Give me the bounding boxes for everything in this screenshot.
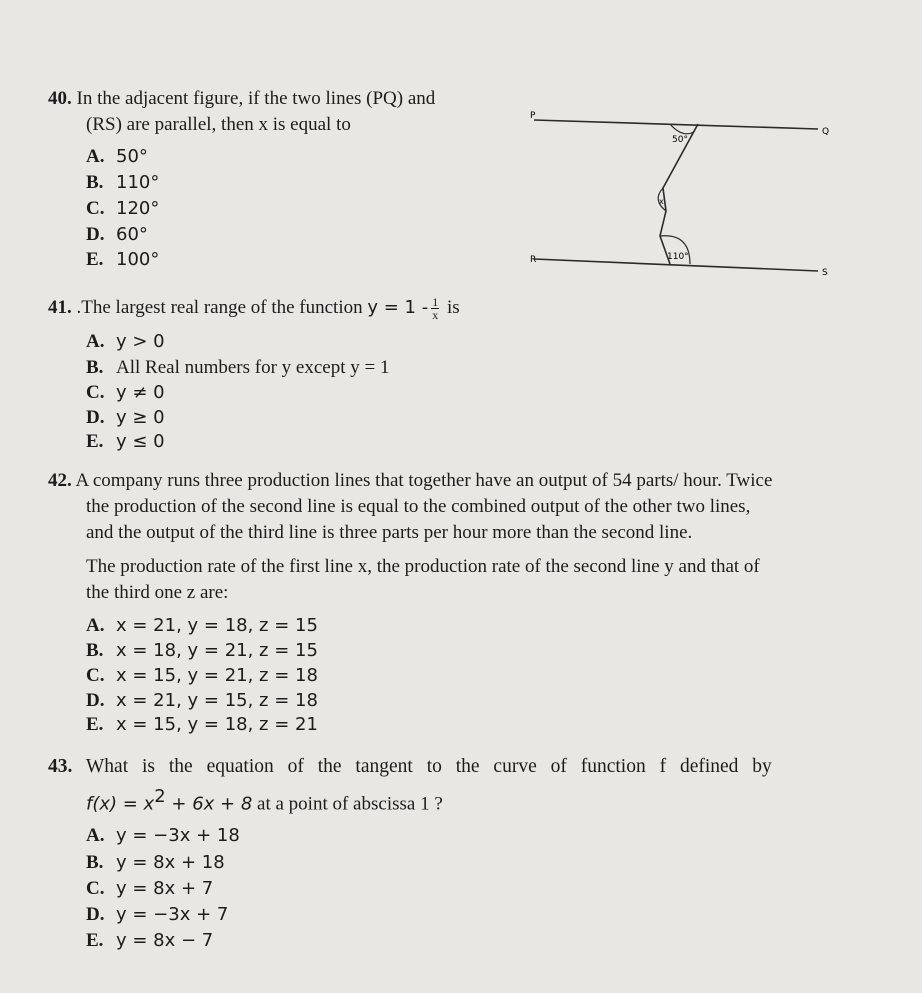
q42-line1: 42. A company runs three production lines that together have an output of 54 parts/ hour. Twice xyxy=(48,470,773,491)
q40-option-c[interactable]: C. 120° xyxy=(86,198,160,219)
label-angle-50: 50° xyxy=(672,135,688,145)
q42-option-e[interactable]: E. x = 15, y = 18, z = 21 xyxy=(86,714,318,735)
q42-line2: the production of the second line is equal to the combined output of the other two lines, xyxy=(86,496,751,517)
q41-line1: 41. .The largest real range of the function y = 1 - $\frac{1}{x}$ is xyxy=(48,295,460,322)
label-angle-110: 110° xyxy=(667,252,689,262)
q42-line4: The production rate of the first line x, the production rate of the second line y and that of xyxy=(86,556,760,577)
q43-option-e[interactable]: E. y = 8x − 7 xyxy=(86,930,214,951)
zigzag-transversal xyxy=(660,124,698,264)
parallel-lines-figure xyxy=(520,108,840,283)
q43-line2: $f(x) = x^2 + 6x + 8$ at a point of abscissa 1 ? xyxy=(86,786,443,815)
q41-option-e[interactable]: E. y ≤ 0 xyxy=(86,431,165,452)
q43-option-b[interactable]: B. y = 8x + 18 xyxy=(86,852,225,873)
q43-number: 43. xyxy=(48,756,73,777)
q41-option-d[interactable]: D. y ≥ 0 xyxy=(86,407,165,428)
q42-option-c[interactable]: C. x = 15, y = 21, z = 18 xyxy=(86,665,318,686)
q42-number: 42. xyxy=(48,470,72,491)
q43-option-d[interactable]: D. y = −3x + 7 xyxy=(86,904,229,925)
q40-line1: 40. In the adjacent figure, if the two lines (PQ) and xyxy=(48,88,436,109)
q40-option-e[interactable]: E. 100° xyxy=(86,249,160,270)
line-pq xyxy=(534,120,818,129)
label-q: Q xyxy=(822,127,830,137)
fraction-1-over-x: $\frac{1}{x}$ xyxy=(432,295,439,322)
q42-line3: and the output of the third line is three parts per hour more than the second line. xyxy=(86,522,693,543)
q43-option-a[interactable]: A. y = −3x + 18 xyxy=(86,825,240,846)
q42-option-b[interactable]: B. x = 18, y = 21, z = 15 xyxy=(86,640,318,661)
q41-option-b[interactable]: B. All Real numbers for y except y = 1 xyxy=(86,357,390,378)
q40-option-b[interactable]: B. 110° xyxy=(86,172,160,193)
q42-option-d[interactable]: D. x = 21, y = 15, z = 18 xyxy=(86,690,318,711)
label-p: P xyxy=(530,111,536,121)
q43-line1: 43. What is the equation of the tangent to the curve of function f defined by xyxy=(48,756,772,777)
q40-number: 40. xyxy=(48,88,72,109)
q43-option-c[interactable]: C. y = 8x + 7 xyxy=(86,878,214,899)
label-angle-x: x xyxy=(659,197,664,206)
q42-option-a[interactable]: A. x = 21, y = 18, z = 15 xyxy=(86,615,318,636)
q40-option-d[interactable]: D. 60° xyxy=(86,224,148,245)
q41-option-c[interactable]: C. y ≠ 0 xyxy=(86,382,165,403)
label-s: S xyxy=(822,268,828,278)
q41-option-a[interactable]: A. y > 0 xyxy=(86,331,165,352)
q40-option-a[interactable]: A. 50° xyxy=(86,146,148,167)
q41-number: 41. xyxy=(48,296,72,318)
label-r: R xyxy=(530,255,537,265)
q42-line5: the third one z are: xyxy=(86,582,229,603)
q40-line2: (RS) are parallel, then x is equal to xyxy=(86,114,351,135)
